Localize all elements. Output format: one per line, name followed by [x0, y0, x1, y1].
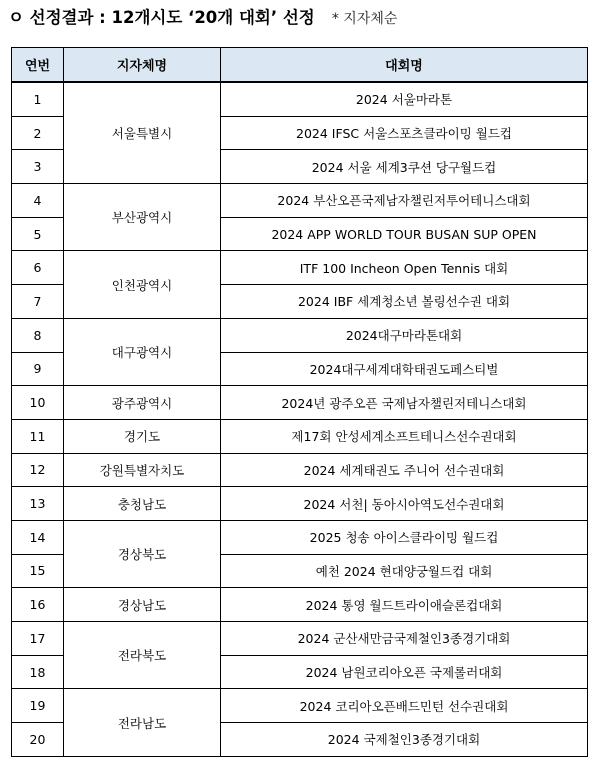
event-name: 2024 국제철인3종경기대회: [221, 723, 588, 757]
table-body: [12, 82, 588, 756]
order-note: * 지자체순: [331, 11, 398, 27]
event-name: 2024 서천| 동아시아역도선수권대회: [221, 487, 588, 521]
region-name: 전라남도: [64, 689, 221, 756]
table-row: [12, 689, 588, 723]
row-number: 19: [12, 689, 64, 723]
table-row: [12, 588, 588, 622]
row-number: 5: [12, 217, 64, 251]
region-name: 광주광역시: [64, 386, 221, 420]
event-name: 2024 IFSC 서울스포츠클라이밍 월드컵: [221, 116, 588, 150]
header-region: 지자체명: [64, 48, 221, 83]
event-name: 2024 군산새만금국제철인3종경기대회: [221, 622, 588, 656]
event-name: 2024 서울 세계3쿠션 당구월드컵: [221, 150, 588, 184]
table-row: [12, 184, 588, 218]
event-name: 2024년 광주오픈 국제남자챌린저테니스대회: [221, 386, 588, 420]
table-row: [12, 520, 588, 554]
header-event-name: 대회명: [221, 48, 588, 83]
table-header-row: [12, 48, 588, 83]
region-name: 대구광역시: [64, 318, 221, 385]
row-number: 14: [12, 520, 64, 554]
region-name: 경상북도: [64, 520, 221, 587]
region-name: 경기도: [64, 419, 221, 453]
event-name: 2024 APP WORLD TOUR BUSAN SUP OPEN: [221, 217, 588, 251]
region-name: 부산광역시: [64, 184, 221, 251]
event-name: 2024 부산오픈국제남자챌린저투어테니스대회: [221, 184, 588, 218]
event-name: 제17회 안성세계소프트테니스선수권대회: [221, 419, 588, 453]
table-row: [12, 386, 588, 420]
event-name: 2024 세계태권도 주니어 선수권대회: [221, 453, 588, 487]
row-number: 1: [12, 82, 64, 116]
row-number: 20: [12, 723, 64, 757]
region-name: 서울특별시: [64, 82, 221, 184]
region-name: 전라북도: [64, 622, 221, 689]
table-row: [12, 622, 588, 656]
row-number: 10: [12, 386, 64, 420]
region-name: 강원특별자치도: [64, 453, 221, 487]
event-name: ITF 100 Incheon Open Tennis 대회: [221, 251, 588, 285]
row-number: 9: [12, 352, 64, 386]
event-name: 2024 코리아오픈배드민턴 선수권대회: [221, 689, 588, 723]
row-number: 17: [12, 622, 64, 656]
event-name: 2024 IBF 세계청소년 볼링선수권 대회: [221, 285, 588, 319]
table-row: [12, 487, 588, 521]
event-name: 2024대구마라톤대회: [221, 318, 588, 352]
event-name: 2024 서울마라톤: [221, 82, 588, 116]
row-number: 7: [12, 285, 64, 319]
event-name: 2024 통영 월드트라이애슬론컵대회: [221, 588, 588, 622]
table-row: [12, 251, 588, 285]
row-number: 4: [12, 184, 64, 218]
row-number: 16: [12, 588, 64, 622]
table-row: [12, 82, 588, 116]
event-name: 2024대구세계대학태권도페스티벌: [221, 352, 588, 386]
row-number: 15: [12, 554, 64, 588]
selection-table: [11, 47, 588, 757]
row-number: 13: [12, 487, 64, 521]
row-number: 11: [12, 419, 64, 453]
row-number: 2: [12, 116, 64, 150]
event-name: 2024 남원코리아오픈 국제롤러대회: [221, 655, 588, 689]
row-number: 18: [12, 655, 64, 689]
region-name: 경상남도: [64, 588, 221, 622]
row-number: 6: [12, 251, 64, 285]
table-row: [12, 453, 588, 487]
table-row: [12, 318, 588, 352]
row-number: 12: [12, 453, 64, 487]
table-row: [12, 419, 588, 453]
header-number: 연번: [12, 48, 64, 83]
region-name: 인천광역시: [64, 251, 221, 318]
event-name: 2025 청송 아이스클라이밍 월드컵: [221, 520, 588, 554]
row-number: 3: [12, 150, 64, 184]
event-name: 예천 2024 현대양궁월드컵 대회: [221, 554, 588, 588]
region-name: 충청남도: [64, 487, 221, 521]
row-number: 8: [12, 318, 64, 352]
section-heading: [8, 4, 397, 32]
selection-result-title: ㅇ 선정결과 : 12개시도 ‘20개 대회’ 선정: [8, 8, 315, 27]
